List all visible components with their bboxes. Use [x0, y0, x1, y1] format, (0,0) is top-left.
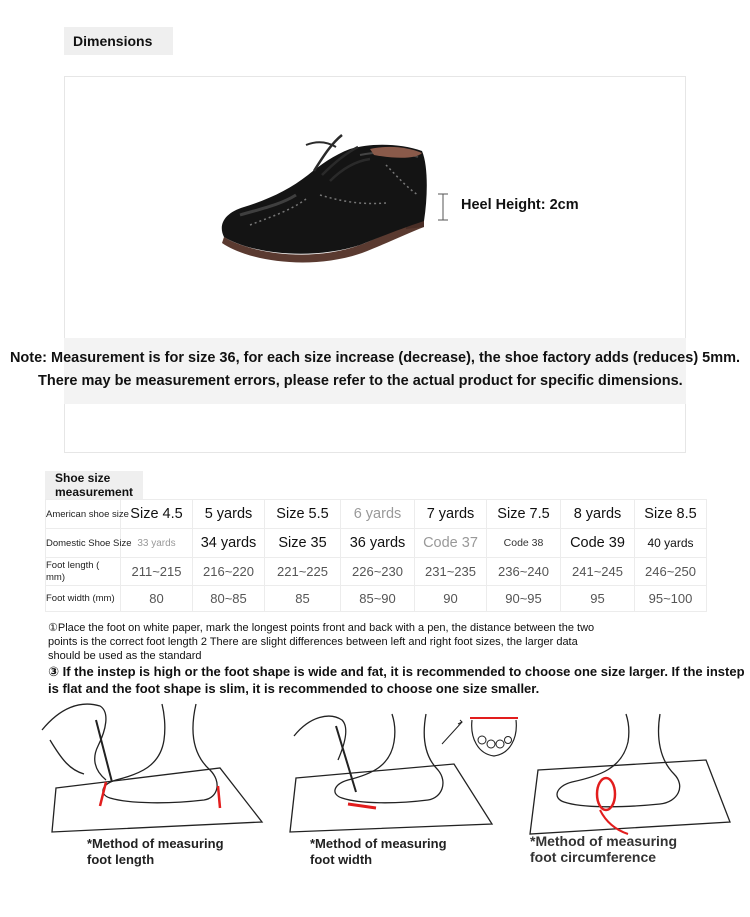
heel-height-marker — [436, 193, 450, 221]
table-cell: 33 yards — [121, 529, 193, 558]
instruction-step-3: ③ If the instep is high or the foot shape is wide and fat, it is recommended to choose one size larger. If the instep is flat and the foot shape is slim, it is recommended to choose one size smaller. — [48, 664, 745, 696]
table-cell: 36 yards — [341, 529, 415, 558]
table-cell: 241~245 — [561, 558, 635, 586]
table-cell: 40 yards — [635, 529, 707, 558]
table-cell: Size 5.5 — [265, 500, 341, 529]
table-cell: 6 yards — [341, 500, 415, 529]
table-cell: 246~250 — [635, 558, 707, 586]
table-cell: 226~230 — [341, 558, 415, 586]
note-line-1: Note: Measurement is for size 36, for each size increase (decrease), the shoe factory adds (reduces) 5mm. — [9, 350, 741, 366]
instruction-step-1: ①Place the foot on white paper, mark the longest points front and back with a pen, the distance between the two points is the correct foot length 2 There are slight differences between left and right foot sizes, the larger data should be used as the standard — [48, 622, 595, 662]
table-cell: 95~100 — [635, 586, 707, 612]
table-cell: 95 — [561, 586, 635, 612]
caption-line: foot length — [87, 852, 155, 867]
table-cell: 216~220 — [193, 558, 265, 586]
table-cell: Code 39 — [561, 529, 635, 558]
shoe-image — [210, 125, 435, 267]
table-cell: 221~225 — [265, 558, 341, 586]
note-line-2: There may be measurement errors, please refer to the actual product for specific dimensions. — [38, 373, 683, 389]
table-cell: Size 7.5 — [487, 500, 561, 529]
note-band — [64, 338, 686, 404]
foot-circumference-illustration — [510, 712, 735, 840]
dimensions-tag — [64, 27, 173, 55]
size-measurement-tag — [45, 471, 143, 499]
table-cell: 90 — [415, 586, 487, 612]
table-cell: Code 38 — [487, 529, 561, 558]
table-cell: 85 — [265, 586, 341, 612]
table-cell: Size 8.5 — [635, 500, 707, 529]
method-caption-foot-circumference — [530, 833, 677, 865]
method-caption-foot-length — [87, 836, 224, 868]
table-cell: 90~95 — [487, 586, 561, 612]
dimensions-tag-label: Dimensions — [73, 33, 153, 49]
size-measurement-tag-label: Shoe size measurement — [55, 471, 134, 499]
table-cell: 80 — [121, 586, 193, 612]
caption-line: foot width — [310, 852, 373, 867]
row-label: American shoe size — [46, 500, 121, 529]
table-cell: 8 yards — [561, 500, 635, 529]
table-row — [46, 558, 707, 586]
table-row — [46, 500, 707, 529]
table-cell: 34 yards — [193, 529, 265, 558]
table-row — [46, 586, 707, 612]
table-cell: Size 4.5 — [121, 500, 193, 529]
table-cell: 85~90 — [341, 586, 415, 612]
caption-line: *Method of measuring — [530, 833, 678, 849]
heel-height-label: Heel Height: 2cm — [461, 197, 579, 213]
row-label: Domestic Shoe Size — [46, 529, 121, 558]
table-cell: 236~240 — [487, 558, 561, 586]
caption-line: foot circumference — [530, 849, 657, 865]
caption-line: *Method of measuring — [310, 836, 447, 851]
size-table — [45, 499, 707, 612]
method-caption-foot-width — [310, 836, 447, 868]
table-cell: Code 37 — [415, 529, 487, 558]
table-row — [46, 529, 707, 558]
row-label: Foot width (mm) — [46, 586, 121, 612]
table-cell: 7 yards — [415, 500, 487, 529]
table-cell: 211~215 — [121, 558, 193, 586]
row-label: Foot length ( mm) — [46, 558, 121, 586]
caption-line: *Method of measuring — [87, 836, 224, 851]
table-cell: 80~85 — [193, 586, 265, 612]
foot-length-illustration — [40, 700, 270, 835]
table-cell: Size 35 — [265, 529, 341, 558]
table-cell: 231~235 — [415, 558, 487, 586]
table-cell: 5 yards — [193, 500, 265, 529]
